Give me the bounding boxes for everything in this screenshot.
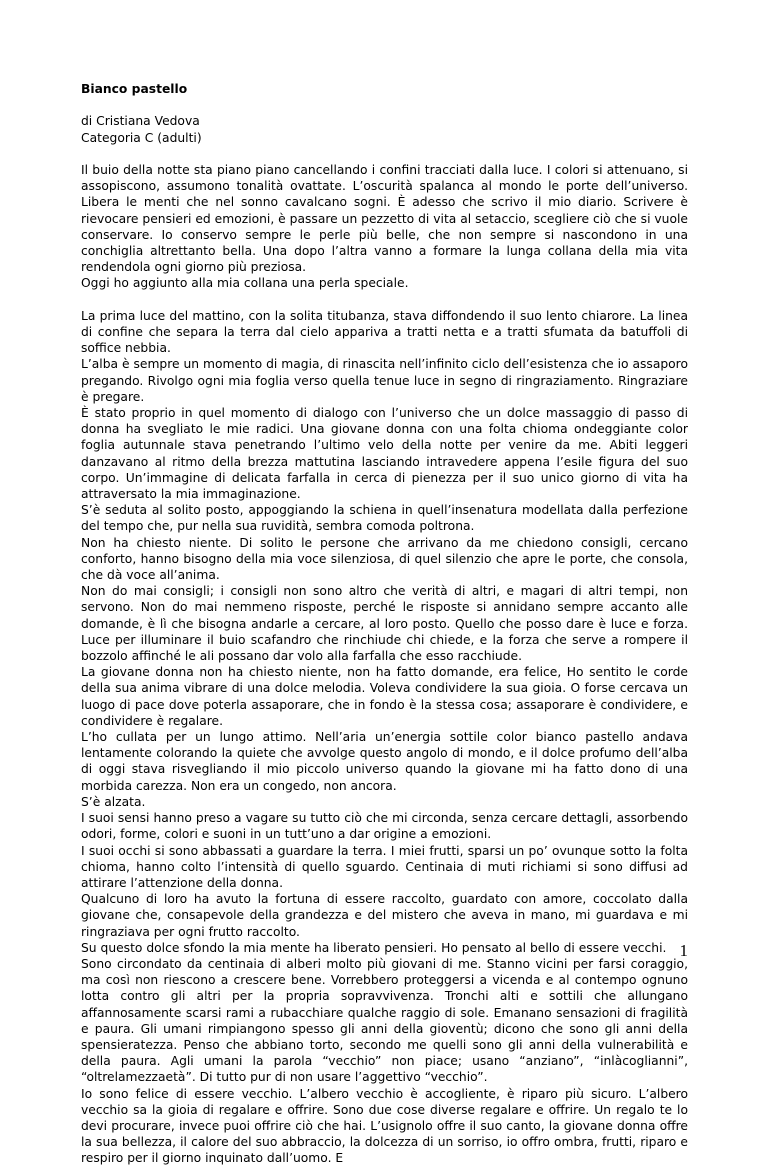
paragraph: L’alba è sempre un momento di magia, di rinascita nell’infinito ciclo dell’esistenza che io assaporo pregando. Rivolgo ogni mia foglia verso quella tenue luce in segno di ringraziamento. Ringraziare è pregare. bbox=[81, 357, 688, 404]
page-number: 1 bbox=[679, 941, 688, 960]
paragraph: S’è seduta al solito posto, appoggiando la schiena in quell’insenatura modellata dalla perfezione del tempo che, pur nella sua ruvidità, sembra comoda poltrona. bbox=[81, 503, 688, 534]
author-line: di Cristiana Vedova bbox=[81, 114, 200, 129]
category-line: Categoria C (adulti) bbox=[81, 130, 202, 145]
paragraph: S’è alzata. bbox=[81, 794, 146, 809]
document-title: Bianco pastello bbox=[81, 82, 188, 96]
paragraph: La giovane donna non ha chiesto niente, non ha fatto domande, era felice, Ho sentito le corde della sua anima vibrare di una dolce melodia. Voleva condividere la sua gioia. O forse cercava un luogo di pace dove poterla assaporare, che in fondo è la stessa cosa; assaporare è condividere, e condividere è regalare. bbox=[81, 665, 688, 728]
paragraph: I suoi sensi hanno preso a vagare su tutto ciò che mi circonda, senza cercare dettagli, assorbendo odori, forme, colori e suoni in un tutt’uno a dar origine a emozioni. bbox=[81, 811, 688, 842]
paragraph: È stato proprio in quel momento di dialogo con l’universo che un dolce massaggio di passo di donna ha svegliato le mie radici. Una giovane donna con una folta chioma ondeggiante color foglia autunnale stava penetrando l’ultimo velo della notte per venire da me. Abiti leggeri danzavano al ritmo della brezza mattutina lasciando intravedere appena l’esile figura del suo corpo. Un’immagine di delicata farfalla in cerca di pienezza per il suo unico giorno di vita ha attraversato la mia immaginazione. bbox=[81, 406, 688, 502]
paragraph: Non ha chiesto niente. Di solito le persone che arrivano da me chiedono consigli, cercano conforto, hanno bisogno della mia voce silenziosa, di quel silenzio che apre le porte, che consola, che dà voce all’anima. bbox=[81, 535, 688, 583]
paragraph: Il buio della notte sta piano piano cancellando i confini tracciati dalla luce. I colori si attenuano, si assopiscono, assumono tonalità ovattate. L’oscurità spalanca al mondo le porte dell’universo. Libera le menti che nel sonno cavalcano sogni. È adesso che scrivo il mio diario. Scrivere è rievocare pensieri ed emozioni, è passare un pezzetto di vita al setaccio, scegliere ciò che si vuole conservare. Io conservo sempre le perle più belle, che non sempre si nascondono in una conchiglia altrettanto bella. Una dopo l’altra vanno a formare la lunga collana della mia vita rendendola ogni giorno più preziosa. bbox=[81, 162, 688, 275]
paragraph: Su questo dolce sfondo la mia mente ha liberato pensieri. Ho pensato al bello di essere vecchi. bbox=[81, 940, 667, 955]
paragraph: I suoi occhi si sono abbassati a guardare la terra. I miei frutti, sparsi un po’ ovunque sotto la folta chioma, hanno colto l’intensità di quello sguardo. Centinaia di muti richiami si sono diffusi ad attirare l’attenzione della donna. bbox=[81, 843, 688, 890]
paragraph: L’ho cullata per un lungo attimo. Nell’aria un’energia sottile color bianco pastello andava lentamente colorando la quiete che avvolge questo angolo di mondo, e il dolce profumo dell’alba di oggi stava risvegliando il mio piccolo universo quando la giovane mi ha fatto dono di una morbida carezza. Non era un congedo, non ancora. bbox=[81, 730, 688, 793]
paragraph: Non do mai consigli; i consigli non sono altro che verità di altri, e magari di altri tempi, non servono. Non do mai nemmeno risposte, perché le risposte si annidano sempre accanto alle domande, è lì che bisogna andarle a cercare, al loro posto. Quello che posso dare è luce e forza. Luce per illuminare il buio scafandro che rinchiude chi chiede, e la forza che serve a rompere il bozzolo affinché le ali possano dar volo alla farfalla che esso racchiude. bbox=[81, 584, 688, 664]
paragraph: La prima luce del mattino, con la solita titubanza, stava diffondendo il suo lento chiarore. La linea di confine che separa la terra dal cielo appariva a tratti netta e a tratti sfumata da batuffoli di soffice nebbia. bbox=[81, 308, 688, 356]
paragraph: Qualcuno di loro ha avuto la fortuna di essere raccolto, guardato con amore, coccolato dalla giovane che, consapevole della grandezza e del mistero che aveva in mano, mi guardava e mi ringraziava per ogni frutto raccolto. bbox=[81, 892, 688, 939]
paragraph: Oggi ho aggiunto alla mia collana una perla speciale. bbox=[81, 276, 409, 291]
paragraph: Sono circondato da centinaia di alberi molto più giovani di me. Stanno vicini per farsi coraggio, ma così non riescono a crescere bene. Vorrebbero proteggersi a vicenda e al contempo ognuno lotta contro gli altri per la propria sopravvivenza. Tronchi alti e sottili che allungano affannosamente scarsi rami a rubacchiare qualche raggio di sole. Emanano sensazioni di fragilità e paura. Gli umani rimpiangono spesso gli anni della gioventù; dicono che sono gli anni della spensieratezza. Penso che abbiano torto, secondo me quelli sono gli anni della vulnerabilità e della paura. Agli umani la parola “vecchio” non piace; usano “anziano”, “inlàcoglianni”, “oltrelamezzaetà”. Di tutto pur di non usare l’aggettivo “vecchio”. bbox=[81, 956, 688, 1085]
document-body bbox=[81, 81, 688, 1167]
paragraph: Io sono felice di essere vecchio. L’albero vecchio è accogliente, è riparo più sicuro. L’albero vecchio sa la gioia di regalare e offrire. Sono due cose diverse regalare e offrire. Un regalo te lo devi procurare, invece puoi offrire ciò che hai. L’usignolo offre il suo canto, la giovane donna offre la sua bellezza, il calore del suo abbraccio, la dolcezza di un sorriso, io offro ombra, frutti, riparo e respiro per il giorno inquinato dall’uomo. E bbox=[81, 1086, 688, 1166]
